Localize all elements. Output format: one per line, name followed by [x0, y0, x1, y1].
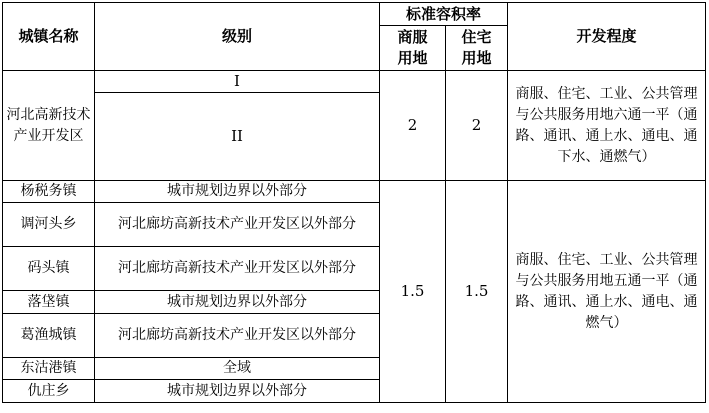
- town-cell: 仇庄乡: [3, 380, 95, 403]
- level-cell: 河北廊坊高新技术产业开发区以外部分: [95, 314, 380, 358]
- level-cell: 河北廊坊高新技术产业开发区以外部分: [95, 247, 380, 291]
- town-cell: 葛渔城镇: [3, 314, 95, 358]
- header-commercial-line1: 商服: [397, 28, 428, 46]
- group2-residential-far: 1.5: [446, 181, 508, 403]
- header-development-degree: 开发程度: [508, 3, 706, 71]
- town-cell: 东沽港镇: [3, 358, 95, 380]
- header-residential-land: [446, 26, 508, 71]
- level-cell: 城市规划边界以外部分: [95, 181, 380, 203]
- land-far-table: [2, 2, 706, 403]
- group1-commercial-far: 2: [380, 71, 446, 181]
- town-cell: 落垡镇: [3, 291, 95, 314]
- group2-commercial-far: 1.5: [380, 181, 446, 403]
- header-residential-line1: 住宅: [461, 28, 492, 46]
- town-cell: 杨税务镇: [3, 181, 95, 203]
- group2-development: 商服、住宅、工业、公共管理与公共服务用地五通一平（通路、通讯、通上水、通电、通燃气）: [508, 181, 706, 403]
- town-cell: 调河头乡: [3, 203, 95, 247]
- header-level: 级别: [95, 3, 380, 71]
- header-commercial-line2: 用地: [397, 49, 428, 67]
- header-commercial-land: [380, 26, 446, 71]
- town-cell: 码头镇: [3, 247, 95, 291]
- header-residential-line2: 用地: [461, 49, 492, 67]
- group1-development: 商服、住宅、工业、公共管理与公共服务用地六通一平（通路、通讯、通上水、通电、通下水、通燃气）: [508, 71, 706, 181]
- header-town-name: 城镇名称: [3, 3, 95, 71]
- group1-level-1: I: [95, 71, 380, 93]
- level-cell: 全域: [95, 358, 380, 380]
- group1-town: 河北高新技术产业开发区: [3, 71, 95, 181]
- group1-level-2: II: [95, 93, 380, 181]
- level-cell: 城市规划边界以外部分: [95, 291, 380, 314]
- level-cell: 河北廊坊高新技术产业开发区以外部分: [95, 203, 380, 247]
- level-cell: 城市规划边界以外部分: [95, 380, 380, 403]
- group1-residential-far: 2: [446, 71, 508, 181]
- header-standard-far: 标准容积率: [380, 3, 508, 26]
